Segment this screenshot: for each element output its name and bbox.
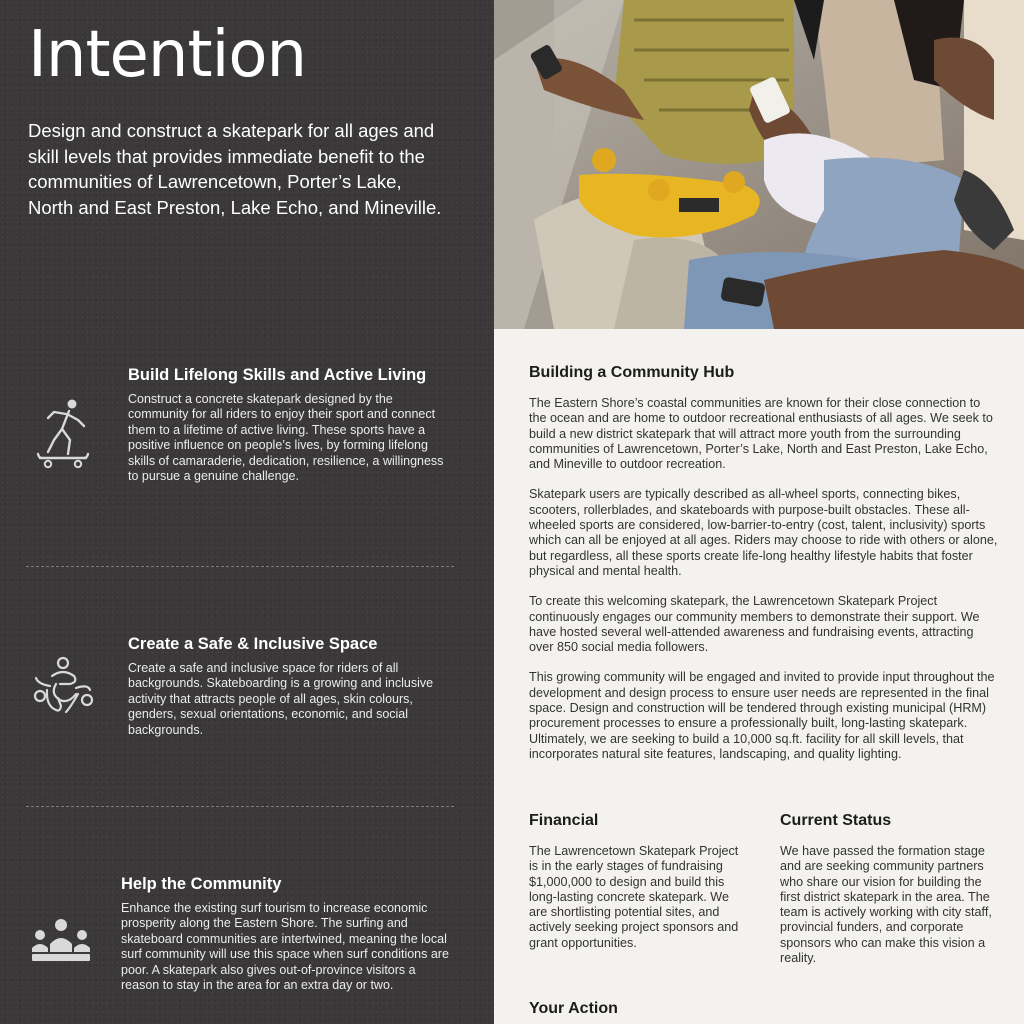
hub-paragraph: The Eastern Shore’s coastal communities are known for their close connection to the ocean and are home to outdoor recreational enthusiasts of all ages. We seek to build a new district skatepark that will attract more youth from the surrounding communities of Lawrencetown, Porter’s Lake, North and East Preston, Lake Echo, and Mineville to outdoor recreation. xyxy=(529,396,993,472)
financial-section xyxy=(529,812,749,951)
status-body: We have passed the formation stage and are seeking community partners who share our vision for building the first district skatepark in the area. The team is actively working with city staff, provincial funders, and corporate sponsors who can make this vision a reality. xyxy=(780,844,992,966)
action-section xyxy=(529,1000,829,1018)
intro-text: Design and construct a skatepark for all ages and skill levels that provides immediate benefit to the communities of Lawrencetown, Porter’s Lake, North and East Preston, Lake Echo, and Mineville. xyxy=(28,120,442,218)
hub-paragraph: This growing community will be engaged and invited to provide input throughout the development and design process to ensure user needs are represented in the final space. Design and construction will be tendered through existing municipal (HRM) procurement processes to ensure a professionally built, long-lasting skatepark. Ultimately, we are seeking to build a 10,000 sq.ft. facility for all skill levels, that incorporates natural site features, landscaping, and quality lighting. xyxy=(529,670,995,761)
section-heading: Financial xyxy=(529,812,599,829)
feature-help-community xyxy=(121,875,454,993)
feature-lifelong-skills xyxy=(128,366,454,484)
inclusive-people-icon xyxy=(30,654,96,718)
skateboarders-photo xyxy=(494,0,1024,329)
section-heading: Your Action xyxy=(529,1000,618,1017)
section-heading: Building a Community Hub xyxy=(529,364,735,381)
skateboarder-icon xyxy=(34,396,92,470)
feature-body: Create a safe and inclusive space for riders of all backgrounds. Skateboarding is a growing and inclusive activity that attracts people of all ages, skin colours, genders, sexual orientations, economic, and social backgrounds. xyxy=(128,661,434,737)
divider xyxy=(26,806,454,807)
section-heading: Current Status xyxy=(780,812,892,829)
community-hub-section xyxy=(529,364,999,762)
feature-safe-inclusive xyxy=(128,635,454,738)
status-section xyxy=(780,812,1002,966)
hub-paragraph: To create this welcoming skatepark, the Lawrencetown Skatepark Project continuously engages our community members to demonstrate their support. We have hosted several well-attended awareness and fundraising events, attracting over 850 social media followers. xyxy=(529,594,980,655)
feature-heading: Build Lifelong Skills and Active Living xyxy=(128,366,427,384)
financial-body: The Lawrencetown Skatepark Project is in the early stages of fundraising $1,000,000 to design and build this long-lasting concrete skatepark. We are shortlisting potential sites, and actively seeking project sponsors and grant opportunities. xyxy=(529,844,739,950)
divider xyxy=(26,566,454,567)
feature-heading: Create a Safe & Inclusive Space xyxy=(128,635,378,653)
community-group-icon xyxy=(32,918,90,964)
feature-body: Construct a concrete skatepark designed by the community for all riders to enjoy their sport and connect them to a lifetime of active living. These sports have a positive influence on people’s lives, by forming lifelong skills of camaraderie, dedication, resilience, a willingness to pursue a genuine challenge. xyxy=(128,392,444,484)
hub-paragraph: Skatepark users are typically described as all-wheel sports, connecting bikes, scooters, rollerblades, and skateboards with purpose-built obstacles. These all-wheeled sports are considered, low-barrier-to-entry (cost, talent, inclusivity) sports which can all be enjoyed at all ages. Riders may choose to ride with others or alone, but regardless, all these sports create life-long healthy lifestyle habits that foster physical and mental health. xyxy=(529,487,998,578)
intention-panel xyxy=(0,0,494,1024)
feature-heading: Help the Community xyxy=(121,875,282,893)
page-title: Intention xyxy=(28,18,307,92)
feature-body: Enhance the existing surf tourism to increase economic prosperity along the Eastern Shore. The surfing and skateboard communities are intertwined, meaning the local surf community will use this space when surf conditions are poor. A skatepark also gives out-of-province visitors a reason to stay in the area for an extra day or two. xyxy=(121,901,449,993)
